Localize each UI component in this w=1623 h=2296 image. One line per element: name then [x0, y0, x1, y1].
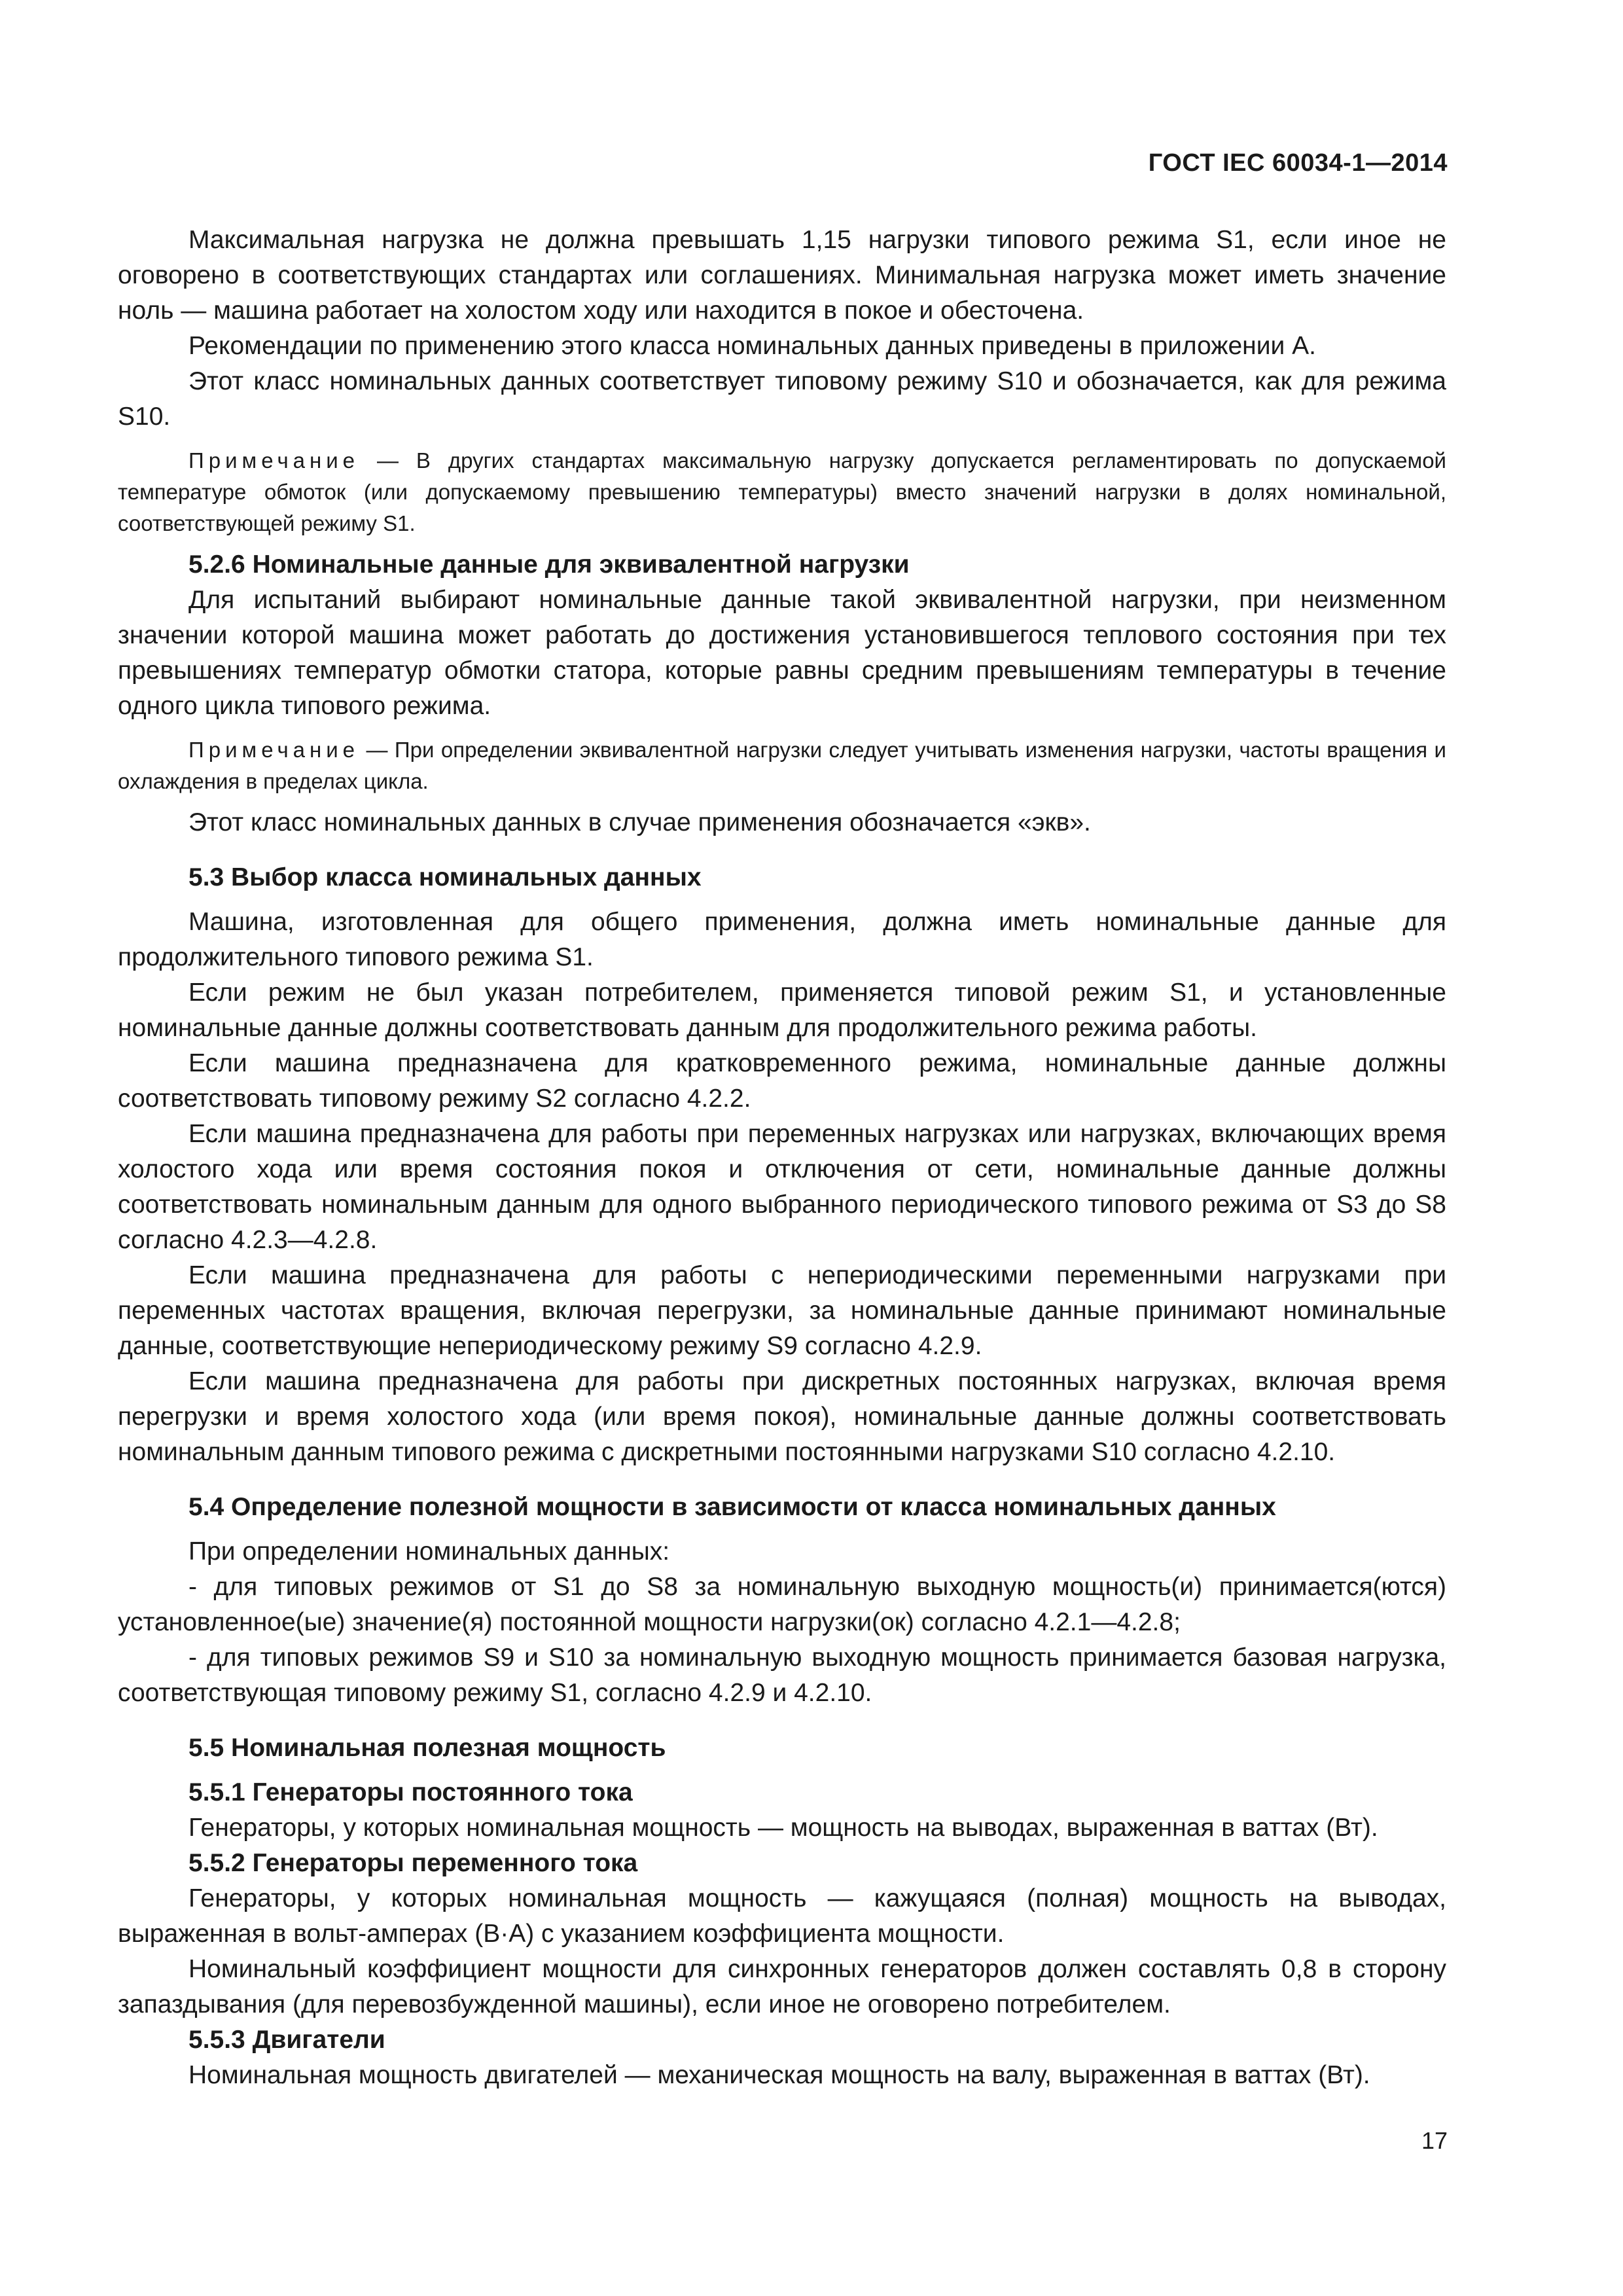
- section-heading-5-5: 5.5 Номинальная полезная мощность: [188, 1734, 666, 1762]
- paragraph: Если машина предназначена для работы с непериодическими переменными нагрузками при переменных частотах вращения, включая перегрузки, за номинальные данные принимают номинальные данные, соответствующие непериодическому режиму S9 согласно 4.2.9.: [118, 1261, 1446, 1360]
- section-heading-5-5-1: 5.5.1 Генераторы постоянного тока: [188, 1778, 633, 1806]
- paragraph: Если режим не был указан потребителем, применяется типовой режим S1, и установленные номинальные данные должны соответствовать данным для продолжительного режима работы.: [118, 978, 1446, 1042]
- paragraph: Машина, изготовленная для общего применения, должна иметь номинальные данные для продолжительного типового режима S1.: [118, 908, 1446, 971]
- paragraph: - для типовых режимов от S1 до S8 за номинальную выходную мощность(и) принимается(ются) установленное(ые) значение(я) постоянной мощности нагрузки(ок) согласно 4.2.1—4.2.8;: [118, 1573, 1446, 1636]
- paragraph: Номинальная мощность двигателей — механическая мощность на валу, выраженная в ваттах (Вт).: [188, 2061, 1370, 2089]
- document-body: [118, 223, 1446, 2093]
- section-heading-5-5-2: 5.5.2 Генераторы переменного тока: [188, 1849, 638, 1877]
- paragraph: Этот класс номинальных данных соответствует типовому режиму S10 и обозначается, как для режима S10.: [118, 367, 1446, 431]
- note-label: Примечание: [188, 448, 360, 473]
- note: [118, 445, 1446, 539]
- paragraph: Если машина предназначена для работы при переменных нагрузках или нагрузках, включающих время холостого хода или время состояния покоя и отключения от сети, номинальные данные должны соответствовать номинальным данным для одного выбранного периодического типового режима от S3 до S8 согласно 4.2.3—4.2.8.: [118, 1120, 1446, 1254]
- section-heading-5-3: 5.3 Выбор класса номинальных данных: [188, 863, 702, 891]
- note-label: Примечание: [188, 738, 360, 762]
- note-text: — При определении эквивалентной нагрузки следует учитывать изменения нагрузки, частоты вращения и охлаждения в пределах цикла.: [118, 738, 1446, 793]
- paragraph: При определении номинальных данных:: [188, 1537, 670, 1566]
- paragraph: - для типовых режимов S9 и S10 за номинальную выходную мощность принимается базовая нагрузка, соответствующая типовому режиму S1, согласно 4.2.9 и 4.2.10.: [118, 1643, 1446, 1707]
- note-text: — В других стандартах максимальную нагрузку допускается регламентировать по допускаемой температуре обмоток (или допускаемому превышению температуры) вместо значений нагрузки в долях номинальной, соответствующей режиму S1.: [118, 448, 1446, 535]
- page-number: 17: [1421, 2127, 1448, 2154]
- paragraph: Если машина предназначена для работы при дискретных постоянных нагрузках, включая время перегрузки и время холостого хода (или время покоя), номинальные данные должны соответствовать номинальным данным типового режима с дискретными постоянными нагрузками S10 согласно 4.2.10.: [118, 1367, 1446, 1466]
- paragraph: Этот класс номинальных данных в случае применения обозначается «экв».: [188, 808, 1091, 836]
- note: [118, 734, 1446, 797]
- document-code-header: ГОСТ IEC 60034-1—2014: [1148, 149, 1448, 177]
- paragraph: Если машина предназначена для кратковременного режима, номинальные данные должны соответствовать типовому режиму S2 согласно 4.2.2.: [118, 1049, 1446, 1113]
- section-heading-5-5-3: 5.5.3 Двигатели: [188, 2026, 385, 2054]
- paragraph: Рекомендации по применению этого класса номинальных данных приведены в приложении А.: [188, 332, 1316, 360]
- paragraph: Номинальный коэффициент мощности для синхронных генераторов должен составлять 0,8 в сторону запаздывания (для перевозбужденной машины), если иное не оговорено потребителем.: [118, 1955, 1446, 2018]
- section-heading-5-4: 5.4 Определение полезной мощности в зависимости от класса номинальных данных: [188, 1493, 1276, 1521]
- paragraph: Генераторы, у которых номинальная мощность — мощность на выводах, выраженная в ваттах (Вт).: [188, 1814, 1378, 1842]
- section-heading-5-2-6: 5.2.6 Номинальные данные для эквивалентной нагрузки: [188, 550, 910, 579]
- paragraph: Максимальная нагрузка не должна превышать 1,15 нагрузки типового режима S1, если иное не оговорено в соответствующих стандартах или соглашениях. Минимальная нагрузка может иметь значение ноль — машина работает на холостом ходу или находится в покое и обесточена.: [118, 226, 1446, 325]
- paragraph: Для испытаний выбирают номинальные данные такой эквивалентной нагрузки, при неизменном значении которой машина может работать до достижения установившегося теплового состояния при тех превышениях температур обмотки статора, которые равны средним превышениям температуры в течение одного цикла типового режима.: [118, 586, 1446, 720]
- paragraph: Генераторы, у которых номинальная мощность — кажущаяся (полная) мощность на выводах, выраженная в вольт-амперах (В·А) с указанием коэффициента мощности.: [118, 1884, 1446, 1948]
